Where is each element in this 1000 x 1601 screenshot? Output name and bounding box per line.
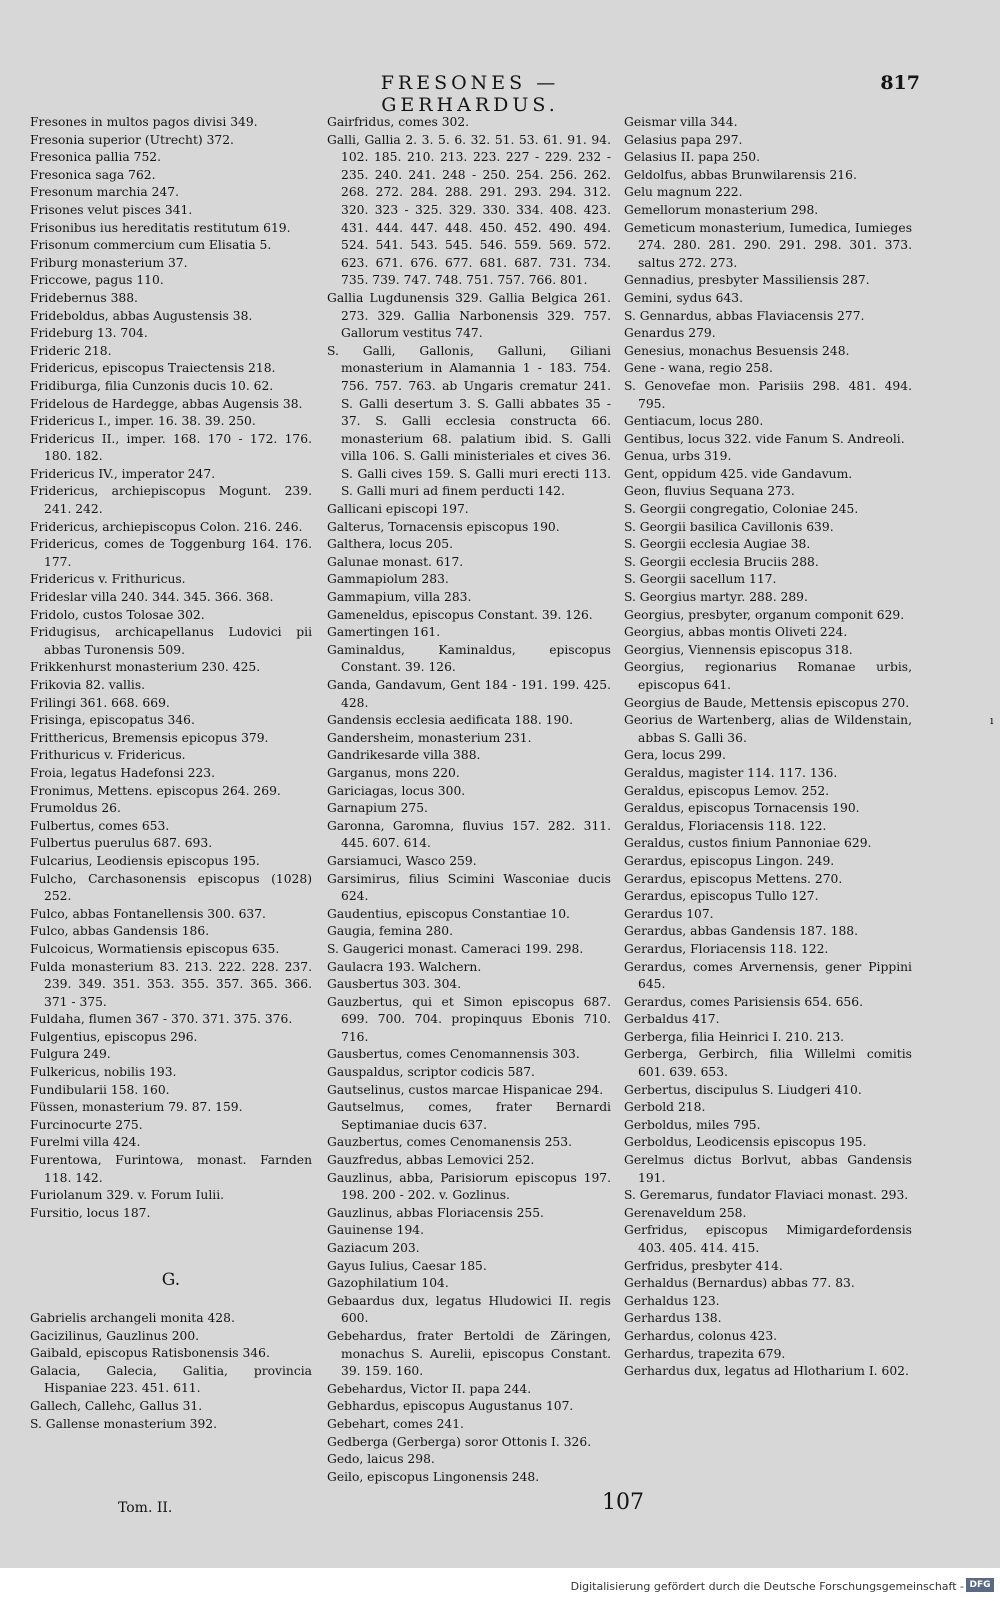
index-entry: Gaudentius, episcopus Constantiae 10.: [327, 906, 570, 921]
index-entry: Fridericus II., imper. 168. 170 - 172. 176. 180. 182.: [30, 431, 312, 464]
index-entry: Gera, locus 299.: [624, 748, 726, 763]
index-entry: Gammapiolum 283.: [327, 572, 449, 587]
index-entry: Gerardus 107.: [624, 906, 714, 921]
index-entry: Frithuricus v. Fridericus.: [30, 748, 186, 763]
index-entry: Gandensis ecclesia aedificata 188. 190.: [327, 713, 574, 728]
index-entry: Fuldaha, flumen 367 - 370. 371. 375. 376.: [30, 1012, 293, 1027]
index-entry: Gerardus, comes Arvernensis, gener Pippini 645.: [624, 959, 912, 992]
index-entry: Frideburg 13. 704.: [30, 326, 148, 341]
index-entry: Garsiamuci, Wasco 259.: [327, 853, 477, 868]
index-entry: Gerboldus, Leodicensis episcopus 195.: [624, 1135, 867, 1150]
index-entry: Frideric 218.: [30, 343, 112, 358]
index-entry: Friccowe, pagus 110.: [30, 273, 164, 288]
index-entry: Fridebernus 388.: [30, 290, 138, 305]
index-entry: Garsimirus, filius Scimini Wasconiae ducis 624.: [327, 871, 611, 904]
index-entry: Fresonia superior (Utrecht) 372.: [30, 132, 234, 147]
index-entry: Geraldus, episcopus Tornacensis 190.: [624, 801, 860, 816]
index-entry: Gameneldus, episcopus Constant. 39. 126.: [327, 607, 593, 622]
printer-signature: 107: [602, 1490, 644, 1515]
index-entry: S. Georgii basilica Cavillonis 639.: [624, 519, 834, 534]
index-entry: Garnapium 275.: [327, 801, 428, 816]
digitization-banner: [0, 1568, 1000, 1601]
index-entry: Fursitio, locus 187.: [30, 1205, 151, 1220]
index-entry: Furiolanum 329. v. Forum Iulii.: [30, 1188, 225, 1203]
index-entry: Furcinocurte 275.: [30, 1117, 143, 1132]
index-entry: Gauzbertus, comes Cenomanensis 253.: [327, 1135, 572, 1150]
index-entry: S. Gallense monasterium 392.: [30, 1416, 218, 1431]
column-1-entries-after: [30, 1310, 312, 1433]
index-entry: Fridugisus, archicapellanus Ludovici pii abbas Turonensis 509.: [30, 625, 312, 657]
index-entry: Fridericus, comes de Toggenburg 164. 176. 177.: [30, 537, 312, 569]
index-entry: Gaziacum 203.: [327, 1241, 420, 1255]
index-entry: Geon, fluvius Sequana 273.: [624, 484, 795, 499]
index-entry: Fulgentius, episcopus 296.: [30, 1029, 198, 1044]
dfg-logo[interactable]: DFG: [966, 1578, 994, 1592]
index-entry: Gairfridus, comes 302.: [327, 115, 470, 129]
index-entry: Gelasius papa 297.: [624, 132, 743, 147]
index-entry: Fridiburga, filia Cunzonis ducis 10. 62.: [30, 378, 274, 393]
index-entry: Gerhaldus (Bernardus) abbas 77. 83.: [624, 1276, 855, 1291]
index-entry: Gemellorum monasterium 298.: [624, 202, 819, 217]
index-entry: Fritthericus, Bremensis epicopus 379.: [30, 730, 269, 745]
index-entry: Fulbertus, comes 653.: [30, 818, 170, 833]
page-number: 817: [880, 72, 920, 94]
index-entry: Gerbertus, discipulus S. Liudgeri 410.: [624, 1082, 862, 1097]
index-entry: Gebehart, comes 241.: [327, 1416, 464, 1431]
index-entry: Geraldus, custos finium Pannoniae 629.: [624, 836, 872, 851]
index-entry: Frisonum commercium cum Elisatia 5.: [30, 238, 272, 253]
index-entry: Fresonica pallia 752.: [30, 150, 162, 165]
column-1-entries: [30, 114, 312, 1222]
index-entry: Gauzlinus, abba, Parisiorum episcopus 197. 198. 200 - 202. v. Gozlinus.: [327, 1170, 611, 1203]
index-entry: Gennadius, presbyter Massiliensis 287.: [624, 273, 870, 288]
index-entry: Gelasius II. papa 250.: [624, 150, 760, 165]
index-entry: Frideslar villa 240. 344. 345. 366. 368.: [30, 590, 274, 605]
index-entry: Gauzbertus, qui et Simon episcopus 687. 699. 700. 704. propinquus Ebonis 710. 716.: [327, 994, 611, 1044]
index-entry: Geraldus, episcopus Lemov. 252.: [624, 783, 830, 798]
index-entry: Fridericus v. Frithuricus.: [30, 572, 186, 587]
index-entry: Gerbold 218.: [624, 1100, 706, 1115]
index-entry: Gebaardus dux, legatus Hludowici II. regis 600.: [327, 1293, 611, 1326]
index-entry: Gautselinus, custos marcae Hispanicae 294.: [327, 1082, 604, 1097]
index-entry: Fresonica saga 762.: [30, 167, 156, 182]
index-entry: Gaulacra 193. Walchern.: [327, 959, 482, 974]
index-entry: Gerardus, Floriacensis 118. 122.: [624, 941, 829, 956]
running-head: FRESONES — GERHARDUS.: [380, 72, 560, 116]
index-entry: Gemeticum monasterium, Iumedica, Iumieges 274. 280. 281. 290. 291. 298. 301. 373. saltus 272. 273.: [624, 220, 913, 270]
column-3-entries: [624, 114, 912, 1381]
index-entry: Georgius, abbas montis Oliveti 224.: [624, 625, 848, 640]
index-entry: Fridolo, custos Tolosae 302.: [30, 607, 205, 622]
index-entry: Frisonibus ius hereditatis restitutum 619.: [30, 220, 291, 235]
index-entry: Ganda, Gandavum, Gent 184 - 191. 199. 425. 428.: [327, 678, 611, 710]
index-entry: Gedo, laicus 298.: [327, 1452, 435, 1467]
index-entry: Frisinga, episcopatus 346.: [30, 713, 195, 728]
index-entry: Fulbertus puerulus 687. 693.: [30, 836, 213, 851]
index-entry: Fulcoicus, Wormatiensis episcopus 635.: [30, 941, 280, 956]
index-entry: S. Georgii ecclesia Bruciis 288.: [624, 554, 819, 569]
index-entry: Georgius de Baude, Mettensis episcopus 270.: [624, 695, 910, 710]
index-entry: Gazophilatium 104.: [327, 1276, 449, 1291]
index-entry: Fridericus, archiepiscopus Mogunt. 239. 241. 242.: [30, 484, 312, 517]
index-entry: Genesius, monachus Besuensis 248.: [624, 343, 850, 358]
index-entry: Geismar villa 344.: [624, 115, 738, 129]
index-entry: Gelu magnum 222.: [624, 185, 743, 200]
index-entry: S. Georgii ecclesia Augiae 38.: [624, 537, 811, 552]
index-entry: S. Galli, Gallonis, Galluni, Giliani monasterium in Alamannia 1 - 183. 754. 756. 757. 763. ab Ungaris crematur 241. S. Galli desertum 3. S. Galli abbates 35 - 37. S. Galli ecclesia constructa 66. monasterium 68. palatium ibid. S. Galli villa 106. S. Galli ministeriales et cives 36. S. Galli cives 159. S. Galli muri erecti 113. S. Galli muri ad finem perducti 142.: [327, 343, 611, 499]
index-entry: Froia, legatus Hadefonsi 223.: [30, 765, 215, 780]
index-entry: Gerhardus dux, legatus ad Hlotharium I. 602.: [624, 1364, 909, 1379]
index-entry: Gebehardus, frater Bertoldi de Zäringen, monachus S. Aurelii, episcopus Constant. 39. 159. 160.: [327, 1328, 611, 1379]
index-entry: Georius de Wartenberg, alias de Wildenstain, abbas S. Galli 36.: [624, 713, 912, 745]
index-entry: Fresonum marchia 247.: [30, 185, 180, 200]
index-entry: Gayus Iulius, Caesar 185.: [327, 1258, 487, 1273]
index-entry: Gerenaveldum 258.: [624, 1205, 747, 1220]
index-entry: Gentiacum, locus 280.: [624, 414, 764, 429]
index-entry: Geraldus, magister 114. 117. 136.: [624, 765, 838, 780]
index-entry: Fridericus, archiepiscopus Colon. 216. 246.: [30, 519, 303, 534]
index-entry: Gerelmus dictus Borlvut, abbas Gandensis 191.: [624, 1153, 912, 1185]
index-entry: Fulcarius, Leodiensis episcopus 195.: [30, 853, 260, 868]
index-entry: Fresones in multos pagos divisi 349.: [30, 115, 258, 129]
index-entry: Fridericus I., imper. 16. 38. 39. 250.: [30, 414, 256, 429]
index-entry: Frideboldus, abbas Augustensis 38.: [30, 308, 253, 323]
index-entry: Gerardus, episcopus Tullo 127.: [624, 889, 819, 904]
index-entry: Gerberga, Gerbirch, filia Willelmi comitis 601. 639. 653.: [624, 1047, 912, 1080]
index-entry: Fulda monasterium 83. 213. 222. 228. 237. 239. 349. 351. 353. 355. 357. 365. 366. 371 - 375.: [30, 959, 312, 1009]
index-entry: Gebhardus, episcopus Augustanus 107.: [327, 1399, 574, 1414]
index-entry: Frisones velut pisces 341.: [30, 202, 193, 217]
index-entry: Georgius, Viennensis episcopus 318.: [624, 642, 853, 657]
index-entry: Gerardus, abbas Gandensis 187. 188.: [624, 924, 859, 939]
index-entry: Furentowa, Furintowa, monast. Farnden 118. 142.: [30, 1153, 312, 1185]
index-entry: S. Georgii congregatio, Coloniae 245.: [624, 502, 859, 517]
index-entry: Gandersheim, monasterium 231.: [327, 730, 532, 745]
index-entry: Fulgura 249.: [30, 1047, 111, 1062]
index-entry: S. Gaugerici monast. Cameraci 199. 298.: [327, 941, 584, 956]
index-entry: Gausbertus 303. 304.: [327, 977, 462, 992]
margin-mark: ı: [990, 714, 994, 727]
index-entry: Gaugia, femina 280.: [327, 924, 453, 939]
index-entry: Gerboldus, miles 795.: [624, 1117, 761, 1132]
index-entry: Fridericus, episcopus Traiectensis 218.: [30, 361, 276, 376]
index-entry: Gerardus, episcopus Lingon. 249.: [624, 853, 835, 868]
index-entry: Georgius, regionarius Romanae urbis, episcopus 641.: [624, 660, 912, 692]
index-entry: Geilo, episcopus Lingonensis 248.: [327, 1469, 540, 1484]
index-entry: Gacizilinus, Gauzlinus 200.: [30, 1328, 200, 1343]
index-column-2: [327, 114, 611, 1486]
index-entry: Furelmi villa 424.: [30, 1135, 141, 1150]
index-entry: Fridericus IV., imperator 247.: [30, 466, 216, 481]
index-entry: Gamertingen 161.: [327, 625, 441, 640]
index-entry: Gerbaldus 417.: [624, 1012, 720, 1027]
index-entry: Gerhaldus 123.: [624, 1293, 720, 1308]
index-entry: Gerardus, comes Parisiensis 654. 656.: [624, 994, 863, 1009]
index-entry: Fulkericus, nobilis 193.: [30, 1065, 177, 1080]
index-entry: Gentibus, locus 322. vide Fanum S. Andreoli.: [624, 431, 905, 446]
index-entry: Gariciagas, locus 300.: [327, 783, 466, 798]
index-entry: Gandrikesarde villa 388.: [327, 748, 481, 763]
index-entry: Gerfridus, presbyter 414.: [624, 1258, 783, 1273]
index-entry: Gebehardus, Victor II. papa 244.: [327, 1381, 532, 1396]
index-entry: Geldolfus, abbas Brunwilarensis 216.: [624, 167, 857, 182]
index-entry: Gemini, sydus 643.: [624, 290, 744, 305]
index-entry: Gerfridus, episcopus Mimigardefordensis 403. 405. 414. 415.: [624, 1223, 912, 1255]
index-entry: Gerberga, filia Heinrici I. 210. 213.: [624, 1029, 845, 1044]
index-entry: Fridelous de Hardegge, abbas Augensis 38.: [30, 396, 303, 411]
index-entry: Gaibald, episcopus Ratisbonensis 346.: [30, 1346, 270, 1361]
index-entry: Galacia, Galecia, Galitia, provincia Hispaniae 223. 451. 611.: [30, 1363, 312, 1396]
index-entry: Gerardus, episcopus Mettens. 270.: [624, 871, 843, 886]
index-entry: S. Genovefae mon. Parisiis 298. 481. 494. 795.: [624, 378, 912, 411]
index-entry: Frikovia 82. vallis.: [30, 678, 146, 692]
index-entry: Fulco, abbas Gandensis 186.: [30, 924, 210, 939]
index-entry: Galthera, locus 205.: [327, 537, 453, 552]
volume-label: Tom. II.: [118, 1500, 173, 1516]
index-entry: Gedberga (Gerberga) soror Ottonis I. 326.: [327, 1434, 592, 1449]
index-entry: Gallicani episcopi 197.: [327, 502, 469, 517]
column-2-entries: [327, 114, 611, 1486]
index-entry: Frumoldus 26.: [30, 801, 121, 816]
index-entry: Fronimus, Mettens. episcopus 264. 269.: [30, 783, 281, 798]
index-entry: Gallech, Callehc, Gallus 31.: [30, 1398, 203, 1413]
index-entry: Geraldus, Floriacensis 118. 122.: [624, 818, 827, 833]
index-entry: Gent, oppidum 425. vide Gandavum.: [624, 466, 853, 481]
index-entry: Fulco, abbas Fontanellensis 300. 637.: [30, 906, 266, 921]
index-entry: Gabrielis archangeli monita 428.: [30, 1311, 235, 1325]
index-entry: Gerhardus, colonus 423.: [624, 1328, 778, 1343]
index-column-1: [30, 114, 312, 1433]
index-entry: Gerhardus, trapezita 679.: [624, 1346, 786, 1361]
index-entry: Gammapium, villa 283.: [327, 590, 472, 605]
index-entry: S. Georgius martyr. 288. 289.: [624, 590, 808, 605]
index-entry: Gerhardus 138.: [624, 1311, 722, 1326]
index-entry: Gaminaldus, Kaminaldus, episcopus Constant. 39. 126.: [327, 642, 611, 675]
index-entry: Gausbertus, comes Cenomannensis 303.: [327, 1047, 580, 1062]
index-entry: Garonna, Garomna, fluvius 157. 282. 311. 445. 607. 614.: [327, 818, 611, 851]
index-entry: Frilingi 361. 668. 669.: [30, 695, 170, 710]
index-entry: Gautselmus, comes, frater Bernardi Septimaniae ducis 637.: [327, 1100, 611, 1132]
index-entry: Galli, Gallia 2. 3. 5. 6. 32. 51. 53. 61. 91. 94. 102. 185. 210. 213. 223. 227 - 229. 232 - 235. 240. 241. 248 - 250. 254. 256. 262. 268. 272. 284. 288. 291. 293. 294. 312. 320. 323 - 325. 329. 330. 334. 408. 423. 431. 444. 447. 448. 450. 452. 490. 494. 524. 541. 543. 545. 546. 559. 569. 572. 623. 671. 676. 677. 681. 687. 731. 734. 735. 739. 747. 748. 751. 757. 766. 801.: [327, 132, 611, 288]
index-entry: Galterus, Tornacensis episcopus 190.: [327, 519, 560, 534]
index-column-3: [624, 114, 912, 1381]
index-entry: Frikkenhurst monasterium 230. 425.: [30, 660, 261, 675]
index-entry: S. Gennardus, abbas Flaviacensis 277.: [624, 308, 865, 323]
index-entry: S. Geremarus, fundator Flaviaci monast. 293.: [624, 1188, 909, 1203]
index-entry: Genua, urbs 319.: [624, 449, 732, 464]
index-entry: Gauzfredus, abbas Lemovici 252.: [327, 1153, 535, 1168]
index-entry: Gene - wana, regio 258.: [624, 361, 773, 376]
index-entry: Garganus, mons 220.: [327, 765, 460, 780]
index-entry: Georgius, presbyter, organum componit 629.: [624, 607, 905, 622]
section-letter-g: G.: [161, 1270, 181, 1291]
index-entry: Gauspaldus, scriptor codicis 587.: [327, 1065, 535, 1080]
index-entry: Fundibularii 158. 160.: [30, 1082, 170, 1097]
index-entry: Gauzlinus, abbas Floriacensis 255.: [327, 1205, 544, 1220]
index-entry: S. Georgii sacellum 117.: [624, 572, 777, 587]
funding-notice: Digitalisierung gefördert durch die Deutsche Forschungsgemeinschaft -: [570, 1580, 964, 1593]
index-entry: Gallia Lugdunensis 329. Gallia Belgica 261. 273. 329. Gallia Narbonensis 329. 757. Gallorum vestitus 747.: [327, 290, 611, 341]
index-entry: Gauinense 194.: [327, 1223, 425, 1238]
index-entry: Füssen, monasterium 79. 87. 159.: [30, 1100, 243, 1115]
index-entry: Friburg monasterium 37.: [30, 255, 188, 270]
index-entry: Galunae monast. 617.: [327, 554, 464, 569]
index-entry: Fulcho, Carchasonensis episcopus (1028) 252.: [30, 871, 312, 904]
index-entry: Genardus 279.: [624, 326, 716, 341]
